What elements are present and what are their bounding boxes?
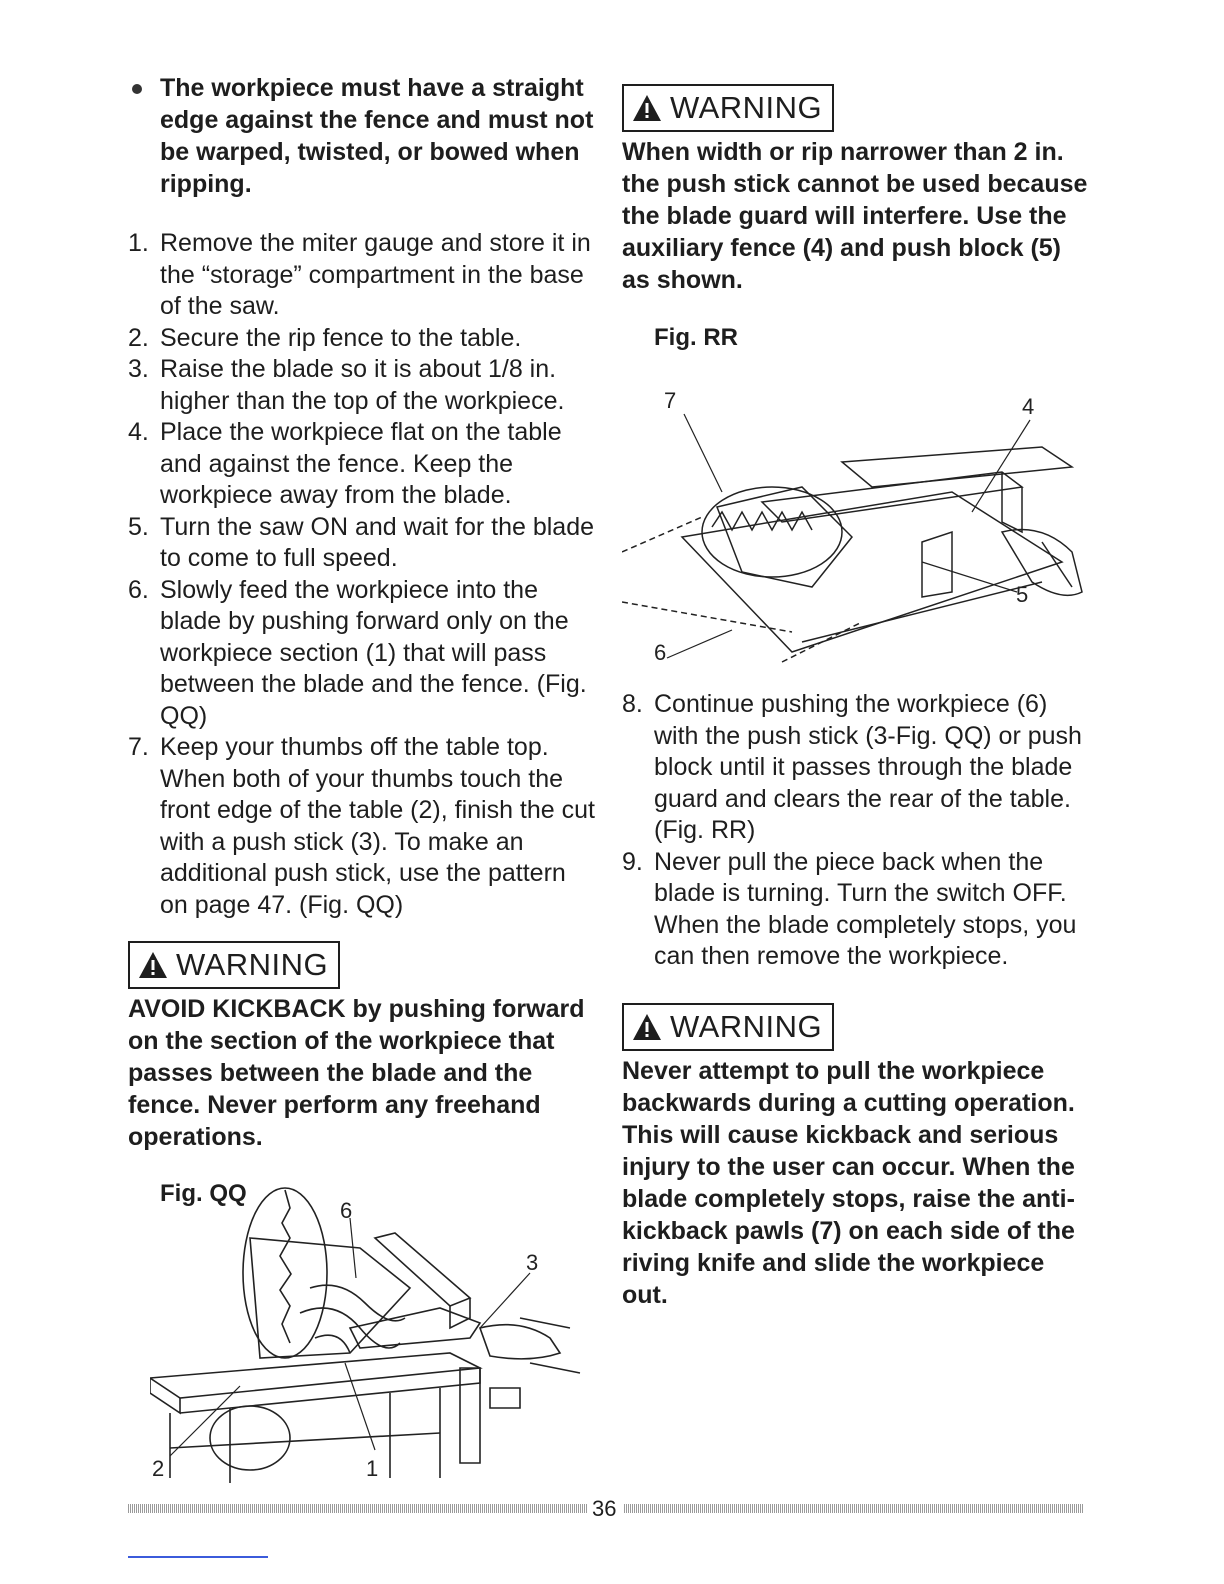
step-item: 8. Continue pushing the workpiece (6) with the push stick (3-Fig. QQ) or push block until it passes through the blade guard and clears the rear of the table. (Fig. RR) [622, 690, 1082, 844]
kickback-warning [128, 937, 598, 1153]
callout-2: 2 [152, 1456, 165, 1481]
warning-triangle-icon [632, 1013, 662, 1041]
warning-label: WARNING [670, 1008, 823, 1044]
step-item: 1. Remove the miter gauge and store it in the “storage” compartment in the base of the saw. [128, 229, 591, 320]
warning-triangle-icon [138, 951, 168, 979]
left-column [128, 72, 598, 1153]
callout-1: 1 [366, 1456, 379, 1481]
ripping-requirement [128, 72, 598, 200]
page-footer [128, 1496, 1088, 1524]
right-column [622, 80, 1092, 1311]
warning-text: AVOID KICKBACK by pushing forward on the section of the workpiece that passes between the blade and the fence. Never perform any freehand operations. [128, 995, 585, 1151]
warning-text: Never attempt to pull the workpiece backwards during a cutting operation. This will cause kickback and serious injury to the user can occur. When the blade completely stops, raise the anti-kickback pawls (7) on each side of the riving knife and slide the workpiece out. [622, 1056, 1075, 1309]
narrow-rip-warning [622, 80, 1092, 296]
step-item: 9. Never pull the piece back when the blade is turning. Turn the switch OFF. When the blade completely stops, you can then remove the workpiece. [622, 847, 1077, 970]
warning-header [128, 941, 340, 989]
fig-rr-label: Fig. RR [654, 324, 738, 351]
callout-3: 3 [526, 1250, 539, 1275]
warning-header [622, 84, 834, 132]
warning-label: WARNING [670, 90, 823, 125]
fig-rr-illustration [622, 362, 1092, 692]
callout-4: 4 [1022, 394, 1035, 419]
steps-list-8-9 [622, 689, 1092, 973]
fig-qq-illustration [150, 1178, 590, 1488]
step-item: 2. Secure the rip fence to the table. [128, 323, 522, 352]
ripping-requirement-text: The workpiece must have a straight edge against the fence and must not be warped, twisted, or bowed when ripping. [160, 74, 594, 198]
step-item: 5. Turn the saw ON and wait for the blade to come to full speed. [128, 512, 595, 572]
step-item: 3. Raise the blade so it is about 1/8 in. higher than the top of the workpiece. [128, 355, 565, 415]
step-item: 4. Place the workpiece flat on the table and against the fence. Keep the workpiece away from the blade. [128, 418, 562, 509]
step-item: 7. Keep your thumbs off the table top. When both of your thumbs touch the front edge of the table (2), finish the cut with a push stick (3). To make an additional push stick, use the pattern on page 47. (Fig. QQ) [128, 733, 595, 919]
bullet-icon [132, 84, 142, 94]
bottom-accent-line [128, 1556, 268, 1558]
step-item: 6. Slowly feed the workpiece into the blade by pushing forward only on the workpiece section (1) that will pass between the blade and the fence. (Fig. QQ) [128, 575, 587, 730]
pull-back-warning [622, 999, 1092, 1311]
steps-list-1-7 [128, 228, 598, 921]
warning-triangle-icon [632, 94, 662, 122]
footer-rule-right [624, 1504, 1084, 1513]
warning-header [622, 1003, 834, 1051]
callout-6: 6 [340, 1198, 353, 1223]
fig-qq-label: Fig. QQ [160, 1180, 247, 1207]
callout-6: 6 [654, 640, 667, 665]
callout-5: 5 [1016, 582, 1029, 607]
footer-rule-left [128, 1504, 588, 1513]
callout-7: 7 [664, 388, 677, 413]
warning-text: When width or rip narrower than 2 in. the push stick cannot be used because the blade guard will interfere. Use the auxiliary fence (4) and push block (5) as shown. [622, 138, 1088, 294]
warning-label: WARNING [176, 947, 329, 982]
page-number: 36 [592, 1496, 617, 1521]
